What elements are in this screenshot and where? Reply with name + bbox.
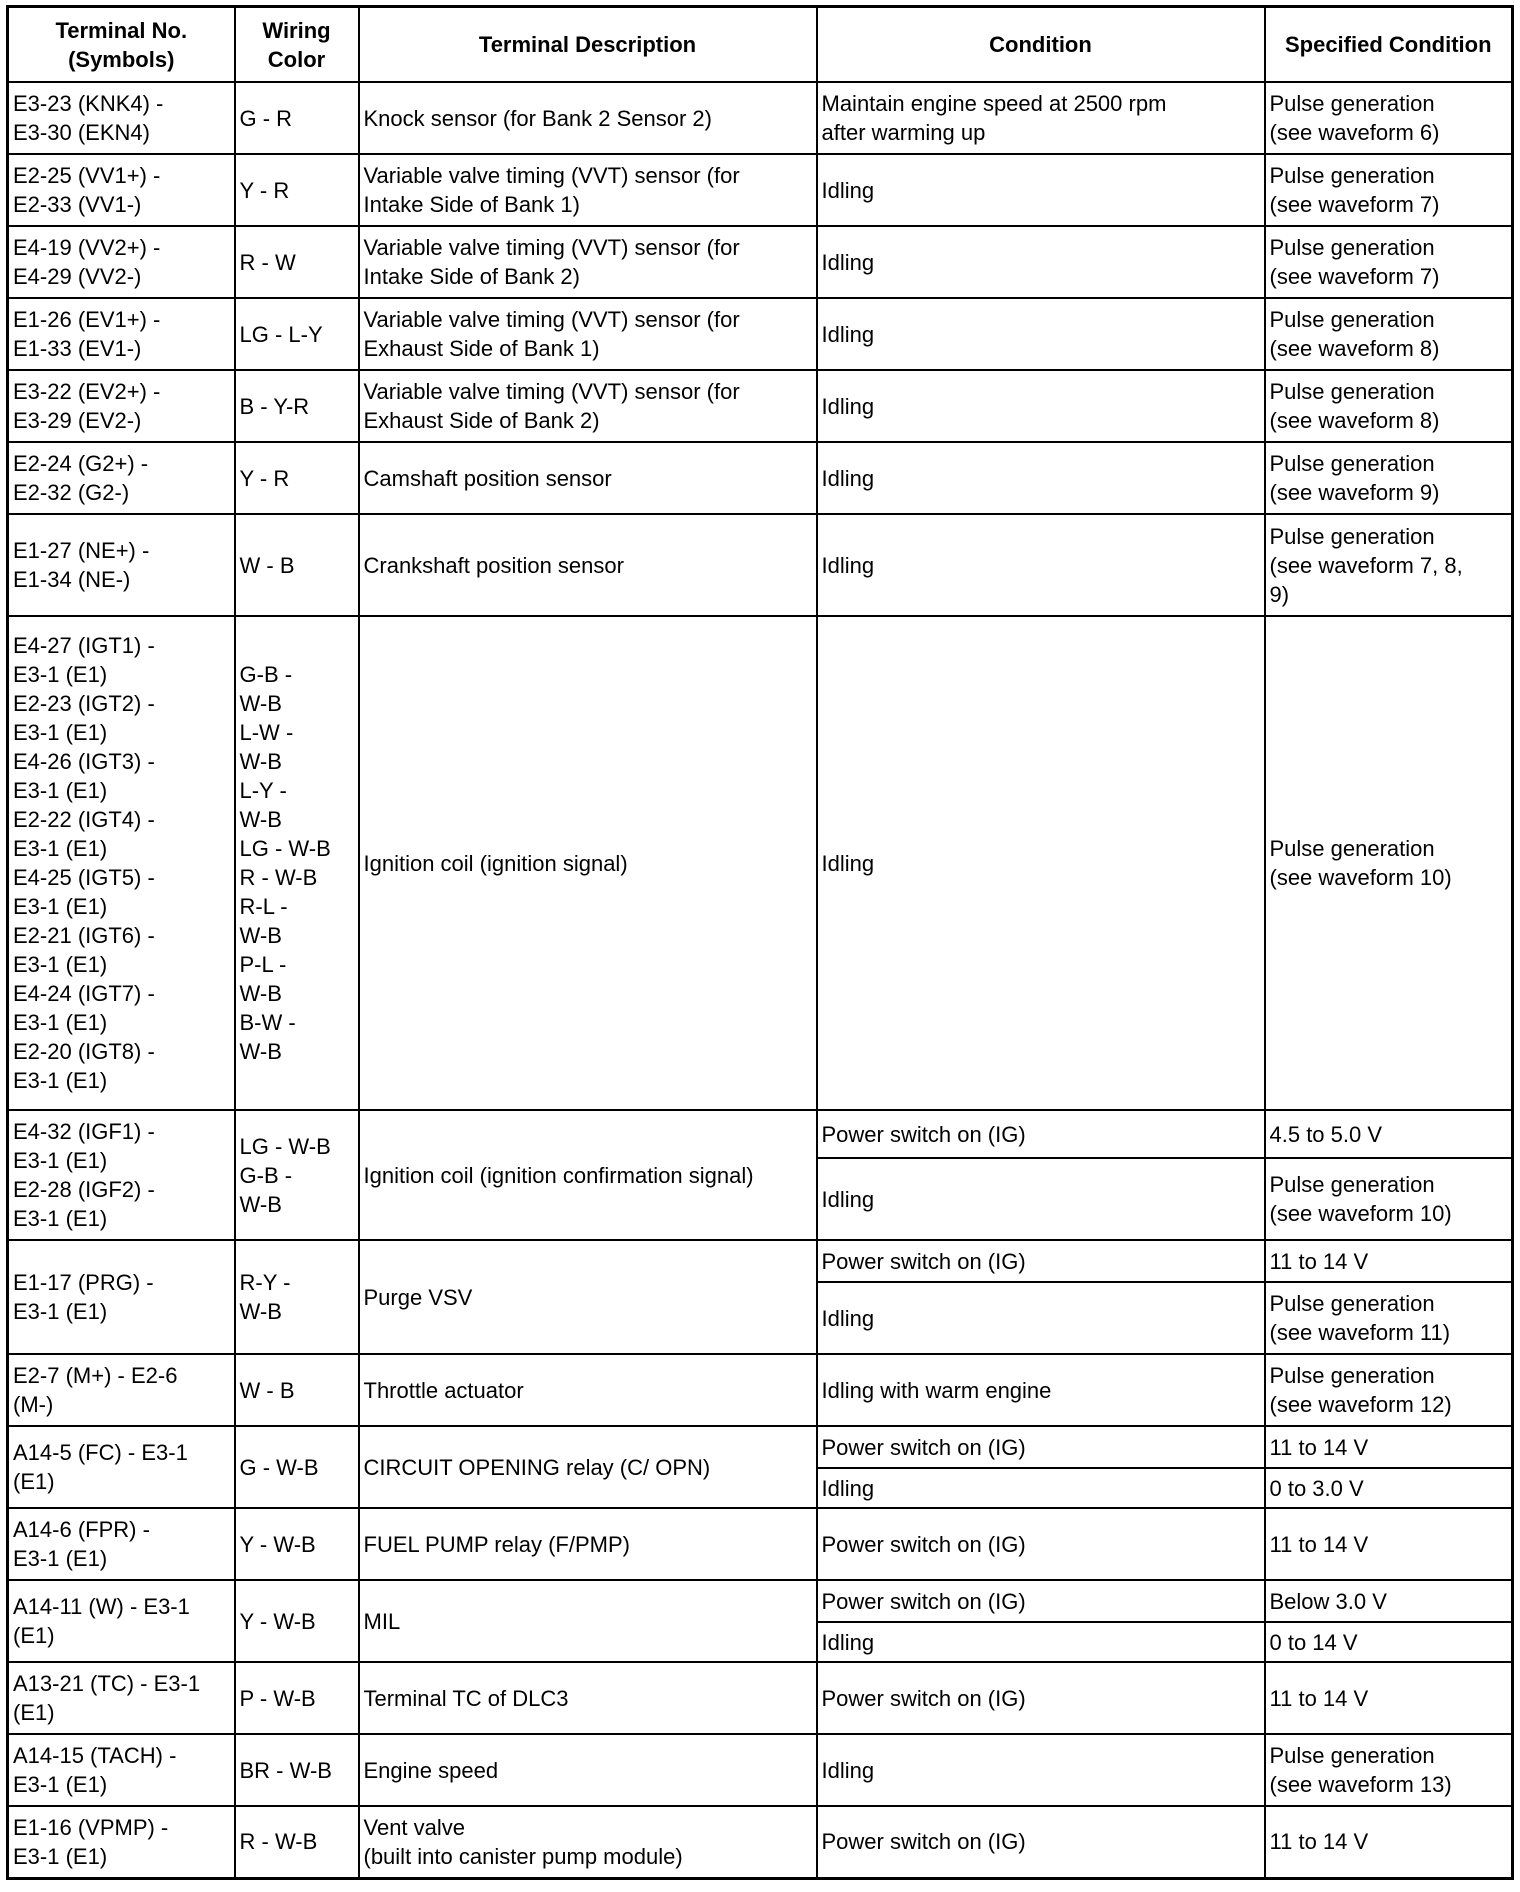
specified-condition-cell: Pulse generation (see waveform 7) bbox=[1265, 226, 1513, 298]
wiring-color-cell: W - B bbox=[235, 514, 359, 616]
description-cell: MIL bbox=[359, 1580, 817, 1662]
wiring-color-cell: G - W-B bbox=[235, 1426, 359, 1508]
terminal-table bbox=[6, 5, 1514, 1880]
specified-condition-cell: 11 to 14 V bbox=[1265, 1508, 1513, 1580]
description-cell: Camshaft position sensor bbox=[359, 442, 817, 514]
wiring-color-cell: G-B - W-B L-W - W-B L-Y - W-B LG - W-B R - W-B R-L - W-B P-L - W-B B-W - W-B bbox=[235, 616, 359, 1110]
specified-condition-cell: Pulse generation (see waveform 9) bbox=[1265, 442, 1513, 514]
condition-cell: Idling bbox=[817, 1468, 1265, 1508]
terminal-cell: E2-25 (VV1+) - E2-33 (VV1-) bbox=[8, 154, 235, 226]
specified-condition-cell: 4.5 to 5.0 V bbox=[1265, 1110, 1513, 1158]
terminal-cell: E1-27 (NE+) - E1-34 (NE-) bbox=[8, 514, 235, 616]
table-row bbox=[8, 370, 1513, 442]
table-row bbox=[8, 1354, 1513, 1426]
wiring-color-cell: W - B bbox=[235, 1354, 359, 1426]
condition-cell: Idling with warm engine bbox=[817, 1354, 1265, 1426]
specified-condition-cell: Pulse generation (see waveform 7, 8, 9) bbox=[1265, 514, 1513, 616]
description-cell: Purge VSV bbox=[359, 1240, 817, 1354]
table-row bbox=[8, 226, 1513, 298]
specified-condition-cell: Below 3.0 V bbox=[1265, 1580, 1513, 1622]
condition-cell: Power switch on (IG) bbox=[817, 1240, 1265, 1282]
header-specified-condition: Specified Condition bbox=[1265, 7, 1513, 83]
condition-cell: Idling bbox=[817, 1158, 1265, 1240]
condition-cell: Idling bbox=[817, 616, 1265, 1110]
table-row bbox=[8, 442, 1513, 514]
terminal-cell: A13-21 (TC) - E3-1 (E1) bbox=[8, 1662, 235, 1734]
condition-cell: Idling bbox=[817, 1282, 1265, 1354]
condition-cell: Idling bbox=[817, 1734, 1265, 1806]
specified-condition-cell: 11 to 14 V bbox=[1265, 1240, 1513, 1282]
condition-cell: Idling bbox=[817, 154, 1265, 226]
header-wiring-color: Wiring Color bbox=[235, 7, 359, 83]
description-cell: Terminal TC of DLC3 bbox=[359, 1662, 817, 1734]
condition-cell: Idling bbox=[817, 370, 1265, 442]
terminal-cell: E1-26 (EV1+) - E1-33 (EV1-) bbox=[8, 298, 235, 370]
condition-cell: Power switch on (IG) bbox=[817, 1508, 1265, 1580]
table-row bbox=[8, 616, 1513, 1110]
specified-condition-cell: Pulse generation (see waveform 6) bbox=[1265, 82, 1513, 154]
description-cell: Ignition coil (ignition confirmation signal) bbox=[359, 1110, 817, 1240]
terminal-cell: E1-17 (PRG) - E3-1 (E1) bbox=[8, 1240, 235, 1354]
terminal-cell: E2-7 (M+) - E2-6 (M-) bbox=[8, 1354, 235, 1426]
terminal-cell: E4-19 (VV2+) - E4-29 (VV2-) bbox=[8, 226, 235, 298]
specified-condition-cell: Pulse generation (see waveform 10) bbox=[1265, 1158, 1513, 1240]
table-row bbox=[8, 1426, 1513, 1468]
terminal-cell: E4-27 (IGT1) - E3-1 (E1) E2-23 (IGT2) - E3-1 (E1) E4-26 (IGT3) - E3-1 (E1) E2-22 (IGT4) - E3-1 (E1) E4-25 (IGT5) - E3-1 (E1) E2-21 (IGT6) - E3-1 (E1) E4-24 (IGT7) - E3-1 (E1) E2-20 (IGT8) - E3-1 (E1) bbox=[8, 616, 235, 1110]
condition-cell: Idling bbox=[817, 1622, 1265, 1662]
condition-cell: Power switch on (IG) bbox=[817, 1662, 1265, 1734]
specified-condition-cell: Pulse generation (see waveform 13) bbox=[1265, 1734, 1513, 1806]
specified-condition-cell: 11 to 14 V bbox=[1265, 1806, 1513, 1878]
terminal-cell: E4-32 (IGF1) - E3-1 (E1) E2-28 (IGF2) - E3-1 (E1) bbox=[8, 1110, 235, 1240]
table-row bbox=[8, 1662, 1513, 1734]
condition-cell: Idling bbox=[817, 298, 1265, 370]
condition-cell: Idling bbox=[817, 442, 1265, 514]
wiring-color-cell: R-Y - W-B bbox=[235, 1240, 359, 1354]
condition-cell: Idling bbox=[817, 514, 1265, 616]
table-header-row bbox=[8, 7, 1513, 83]
description-cell: Ignition coil (ignition signal) bbox=[359, 616, 817, 1110]
terminal-cell: A14-15 (TACH) - E3-1 (E1) bbox=[8, 1734, 235, 1806]
description-cell: Variable valve timing (VVT) sensor (for Intake Side of Bank 2) bbox=[359, 226, 817, 298]
terminal-cell: A14-5 (FC) - E3-1 (E1) bbox=[8, 1426, 235, 1508]
condition-cell: Idling bbox=[817, 226, 1265, 298]
description-cell: Knock sensor (for Bank 2 Sensor 2) bbox=[359, 82, 817, 154]
wiring-color-cell: R - W-B bbox=[235, 1806, 359, 1878]
table-row bbox=[8, 1508, 1513, 1580]
table-row bbox=[8, 1734, 1513, 1806]
table-row bbox=[8, 1240, 1513, 1282]
specified-condition-cell: Pulse generation (see waveform 11) bbox=[1265, 1282, 1513, 1354]
terminal-cell: A14-11 (W) - E3-1 (E1) bbox=[8, 1580, 235, 1662]
description-cell: FUEL PUMP relay (F/PMP) bbox=[359, 1508, 817, 1580]
specified-condition-cell: 0 to 14 V bbox=[1265, 1622, 1513, 1662]
wiring-color-cell: R - W bbox=[235, 226, 359, 298]
wiring-color-cell: P - W-B bbox=[235, 1662, 359, 1734]
wiring-color-cell: BR - W-B bbox=[235, 1734, 359, 1806]
wiring-color-cell: LG - W-B G-B - W-B bbox=[235, 1110, 359, 1240]
table-row bbox=[8, 1110, 1513, 1158]
table-row bbox=[8, 298, 1513, 370]
terminal-cell: E1-16 (VPMP) - E3-1 (E1) bbox=[8, 1806, 235, 1878]
description-cell: Engine speed bbox=[359, 1734, 817, 1806]
terminal-cell: E3-22 (EV2+) - E3-29 (EV2-) bbox=[8, 370, 235, 442]
header-condition: Condition bbox=[817, 7, 1265, 83]
table-row bbox=[8, 514, 1513, 616]
condition-cell: Power switch on (IG) bbox=[817, 1580, 1265, 1622]
description-cell: Variable valve timing (VVT) sensor (for Intake Side of Bank 1) bbox=[359, 154, 817, 226]
description-cell: Variable valve timing (VVT) sensor (for Exhaust Side of Bank 2) bbox=[359, 370, 817, 442]
description-cell: CIRCUIT OPENING relay (C/ OPN) bbox=[359, 1426, 817, 1508]
condition-cell: Maintain engine speed at 2500 rpm after warming up bbox=[817, 82, 1265, 154]
table-row bbox=[8, 1806, 1513, 1878]
wiring-color-cell: Y - R bbox=[235, 442, 359, 514]
specified-condition-cell: 0 to 3.0 V bbox=[1265, 1468, 1513, 1508]
specified-condition-cell: 11 to 14 V bbox=[1265, 1426, 1513, 1468]
header-terminal: Terminal No. (Symbols) bbox=[8, 7, 235, 83]
specified-condition-cell: Pulse generation (see waveform 8) bbox=[1265, 298, 1513, 370]
wiring-color-cell: B - Y-R bbox=[235, 370, 359, 442]
description-cell: Crankshaft position sensor bbox=[359, 514, 817, 616]
wiring-color-cell: Y - R bbox=[235, 154, 359, 226]
table-row bbox=[8, 154, 1513, 226]
condition-cell: Power switch on (IG) bbox=[817, 1806, 1265, 1878]
specified-condition-cell: Pulse generation (see waveform 8) bbox=[1265, 370, 1513, 442]
wiring-color-cell: Y - W-B bbox=[235, 1580, 359, 1662]
table-row bbox=[8, 1580, 1513, 1622]
specified-condition-cell: Pulse generation (see waveform 7) bbox=[1265, 154, 1513, 226]
header-terminal-description: Terminal Description bbox=[359, 7, 817, 83]
description-cell: Variable valve timing (VVT) sensor (for Exhaust Side of Bank 1) bbox=[359, 298, 817, 370]
description-cell: Vent valve (built into canister pump module) bbox=[359, 1806, 817, 1878]
terminal-cell: A14-6 (FPR) - E3-1 (E1) bbox=[8, 1508, 235, 1580]
specified-condition-cell: 11 to 14 V bbox=[1265, 1662, 1513, 1734]
description-cell: Throttle actuator bbox=[359, 1354, 817, 1426]
specified-condition-cell: Pulse generation (see waveform 10) bbox=[1265, 616, 1513, 1110]
wiring-color-cell: LG - L-Y bbox=[235, 298, 359, 370]
terminal-cell: E3-23 (KNK4) - E3-30 (EKN4) bbox=[8, 82, 235, 154]
wiring-color-cell: Y - W-B bbox=[235, 1508, 359, 1580]
condition-cell: Power switch on (IG) bbox=[817, 1426, 1265, 1468]
table-row bbox=[8, 82, 1513, 154]
wiring-color-cell: G - R bbox=[235, 82, 359, 154]
specified-condition-cell: Pulse generation (see waveform 12) bbox=[1265, 1354, 1513, 1426]
condition-cell: Power switch on (IG) bbox=[817, 1110, 1265, 1158]
terminal-cell: E2-24 (G2+) - E2-32 (G2-) bbox=[8, 442, 235, 514]
